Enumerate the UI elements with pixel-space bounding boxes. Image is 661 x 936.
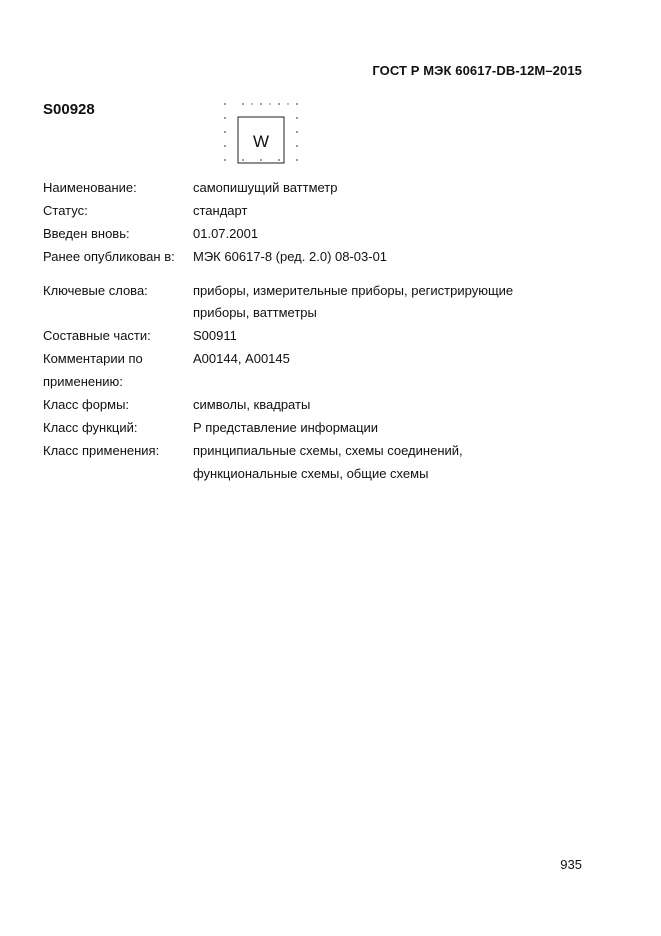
field-label-status: Статус: bbox=[43, 203, 88, 218]
field-label-published: Ранее опубликован в: bbox=[43, 249, 175, 264]
field-label-shape-class: Класс формы: bbox=[43, 397, 130, 412]
wattmeter-recording-symbol-icon bbox=[223, 102, 300, 164]
field-value-published: МЭК 60617-8 (ред. 2.0) 08-03-01 bbox=[193, 249, 388, 264]
field-label-application-class: Класс применения: bbox=[43, 443, 160, 458]
field-value-keywords-line1: приборы, измерительные приборы, регистрирующие bbox=[193, 283, 514, 298]
symbol-code: S00928 bbox=[43, 101, 95, 118]
standard-header: ГОСТ Р МЭК 60617-DB-12М–2015 bbox=[372, 63, 582, 78]
field-value-shape-class: символы, квадраты bbox=[193, 397, 311, 412]
field-value-keywords-line2: приборы, ваттметры bbox=[193, 305, 317, 320]
field-label-parts: Составные части: bbox=[43, 328, 151, 343]
field-value-application-line2: функциональные схемы, общие схемы bbox=[193, 466, 429, 481]
field-label-keywords: Ключевые слова: bbox=[43, 283, 148, 298]
symbol-letter: W bbox=[252, 132, 270, 151]
page-number: 935 bbox=[560, 857, 582, 872]
field-value-application-line1: принципиальные схемы, схемы соединений, bbox=[193, 443, 463, 458]
symbol-graphic bbox=[223, 102, 300, 164]
field-label-introduced: Введен вновь: bbox=[43, 226, 130, 241]
field-label-function-class: Класс функций: bbox=[43, 420, 138, 435]
field-value-comments: А00144, А00145 bbox=[193, 351, 290, 366]
field-label-name: Наименование: bbox=[43, 180, 137, 195]
field-value-function-class: Р представление информации bbox=[193, 420, 379, 435]
field-label-comments: Комментарии по bbox=[43, 351, 143, 366]
field-label-comments-cont: применению: bbox=[43, 374, 123, 389]
field-value-introduced: 01.07.2001 bbox=[193, 226, 259, 241]
field-value-parts: S00911 bbox=[193, 328, 237, 343]
field-value-status: стандарт bbox=[193, 203, 248, 218]
field-value-name: самопишущий ваттметр bbox=[193, 180, 338, 195]
